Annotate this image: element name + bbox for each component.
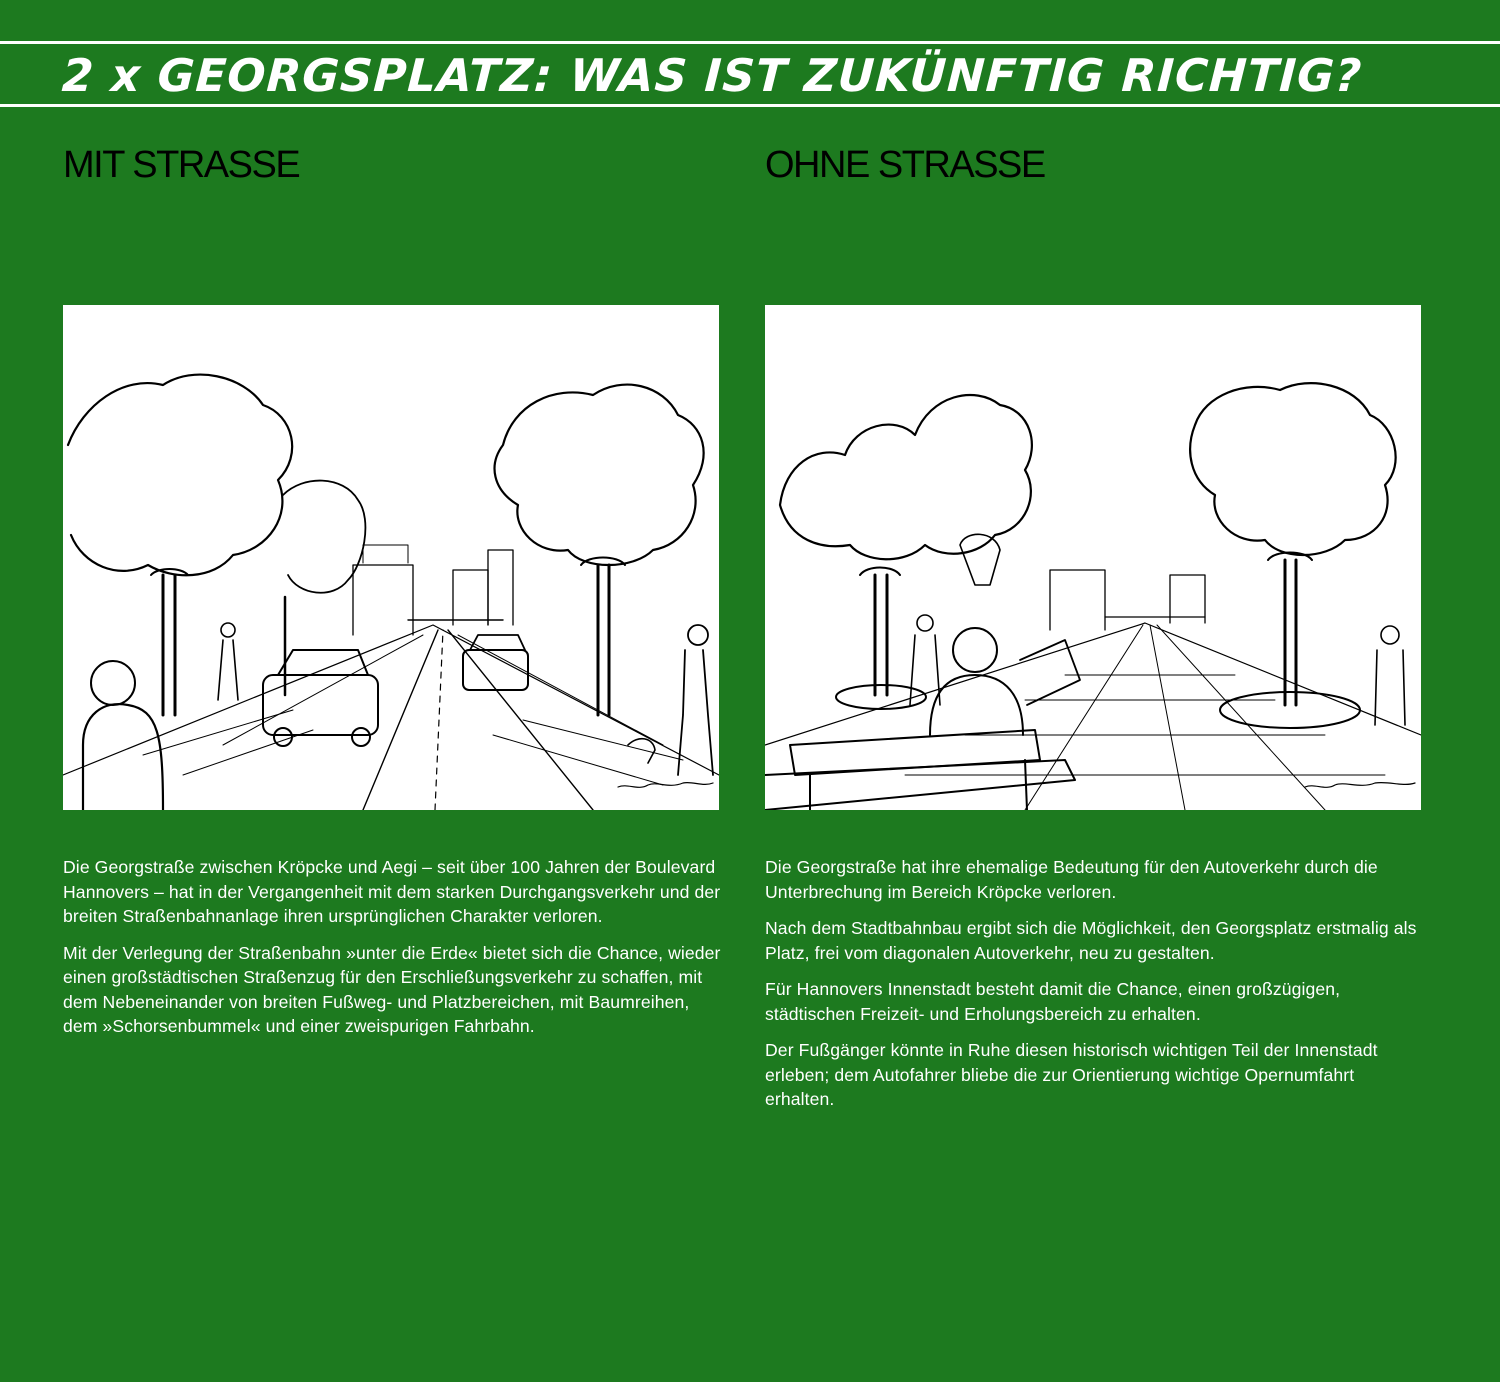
street-without-road-sketch-icon bbox=[765, 305, 1421, 810]
paragraph: Nach dem Stadtbahnbau ergibt sich die Möglichkeit, den Georgsplatz erstmalig als Platz, frei vom diagonalen Autoverkehr, neu zu gestalten. bbox=[765, 918, 1417, 963]
page-title: 2 x GEORGSPLATZ: WAS IST ZUKÜNFTIG RICHTIG? bbox=[60, 49, 1364, 102]
paragraph: Die Georgstraße zwischen Kröpcke und Aegi – seit über 100 Jahren der Boulevard Hannovers – hat in der Vergangenheit mit dem starken Durchgangsverkehr und der breiten Straßenbahnanlage ihren ursprünglichen Charakter verloren. bbox=[63, 857, 721, 926]
column-text-with-road bbox=[63, 855, 723, 1051]
column-heading-without-road: OHNE STRASSE bbox=[765, 144, 1045, 186]
paragraph: Die Georgstraße hat ihre ehemalige Bedeutung für den Autoverkehr durch die Unterbrechung im Bereich Kröpcke verloren. bbox=[765, 857, 1378, 902]
street-without-road-illustration bbox=[765, 305, 1421, 810]
street-with-road-illustration bbox=[63, 305, 719, 810]
street-with-road-sketch-icon bbox=[63, 305, 719, 810]
paragraph: Mit der Verlegung der Straßenbahn »unter die Erde« bietet sich die Chance, wieder einen großstädtischen Straßenzug für den Erschließungsverkehr zu schaffen, mit dem Nebeneinander von breiten Fußweg- und Platzbereichen, mit Baumreihen, dem »Schorsenbummel« und einer zweispurigen Fahrbahn. bbox=[63, 942, 721, 1036]
top-rule bbox=[0, 41, 1500, 44]
paragraph: Der Fußgänger könnte in Ruhe diesen historisch wichtigen Teil der Innenstadt erleben; dem Autofahrer bliebe die zur Orientierung wichtige Opernumfahrt erhalten. bbox=[765, 1040, 1378, 1109]
column-text-without-road bbox=[765, 855, 1425, 1124]
title-underline-rule bbox=[0, 104, 1500, 107]
column-heading-with-road: MIT STRASSE bbox=[63, 144, 300, 186]
paragraph: Für Hannovers Innenstadt besteht damit die Chance, einen großzügigen, städtischen Freizeit- und Erholungsbereich zu erhalten. bbox=[765, 979, 1341, 1024]
